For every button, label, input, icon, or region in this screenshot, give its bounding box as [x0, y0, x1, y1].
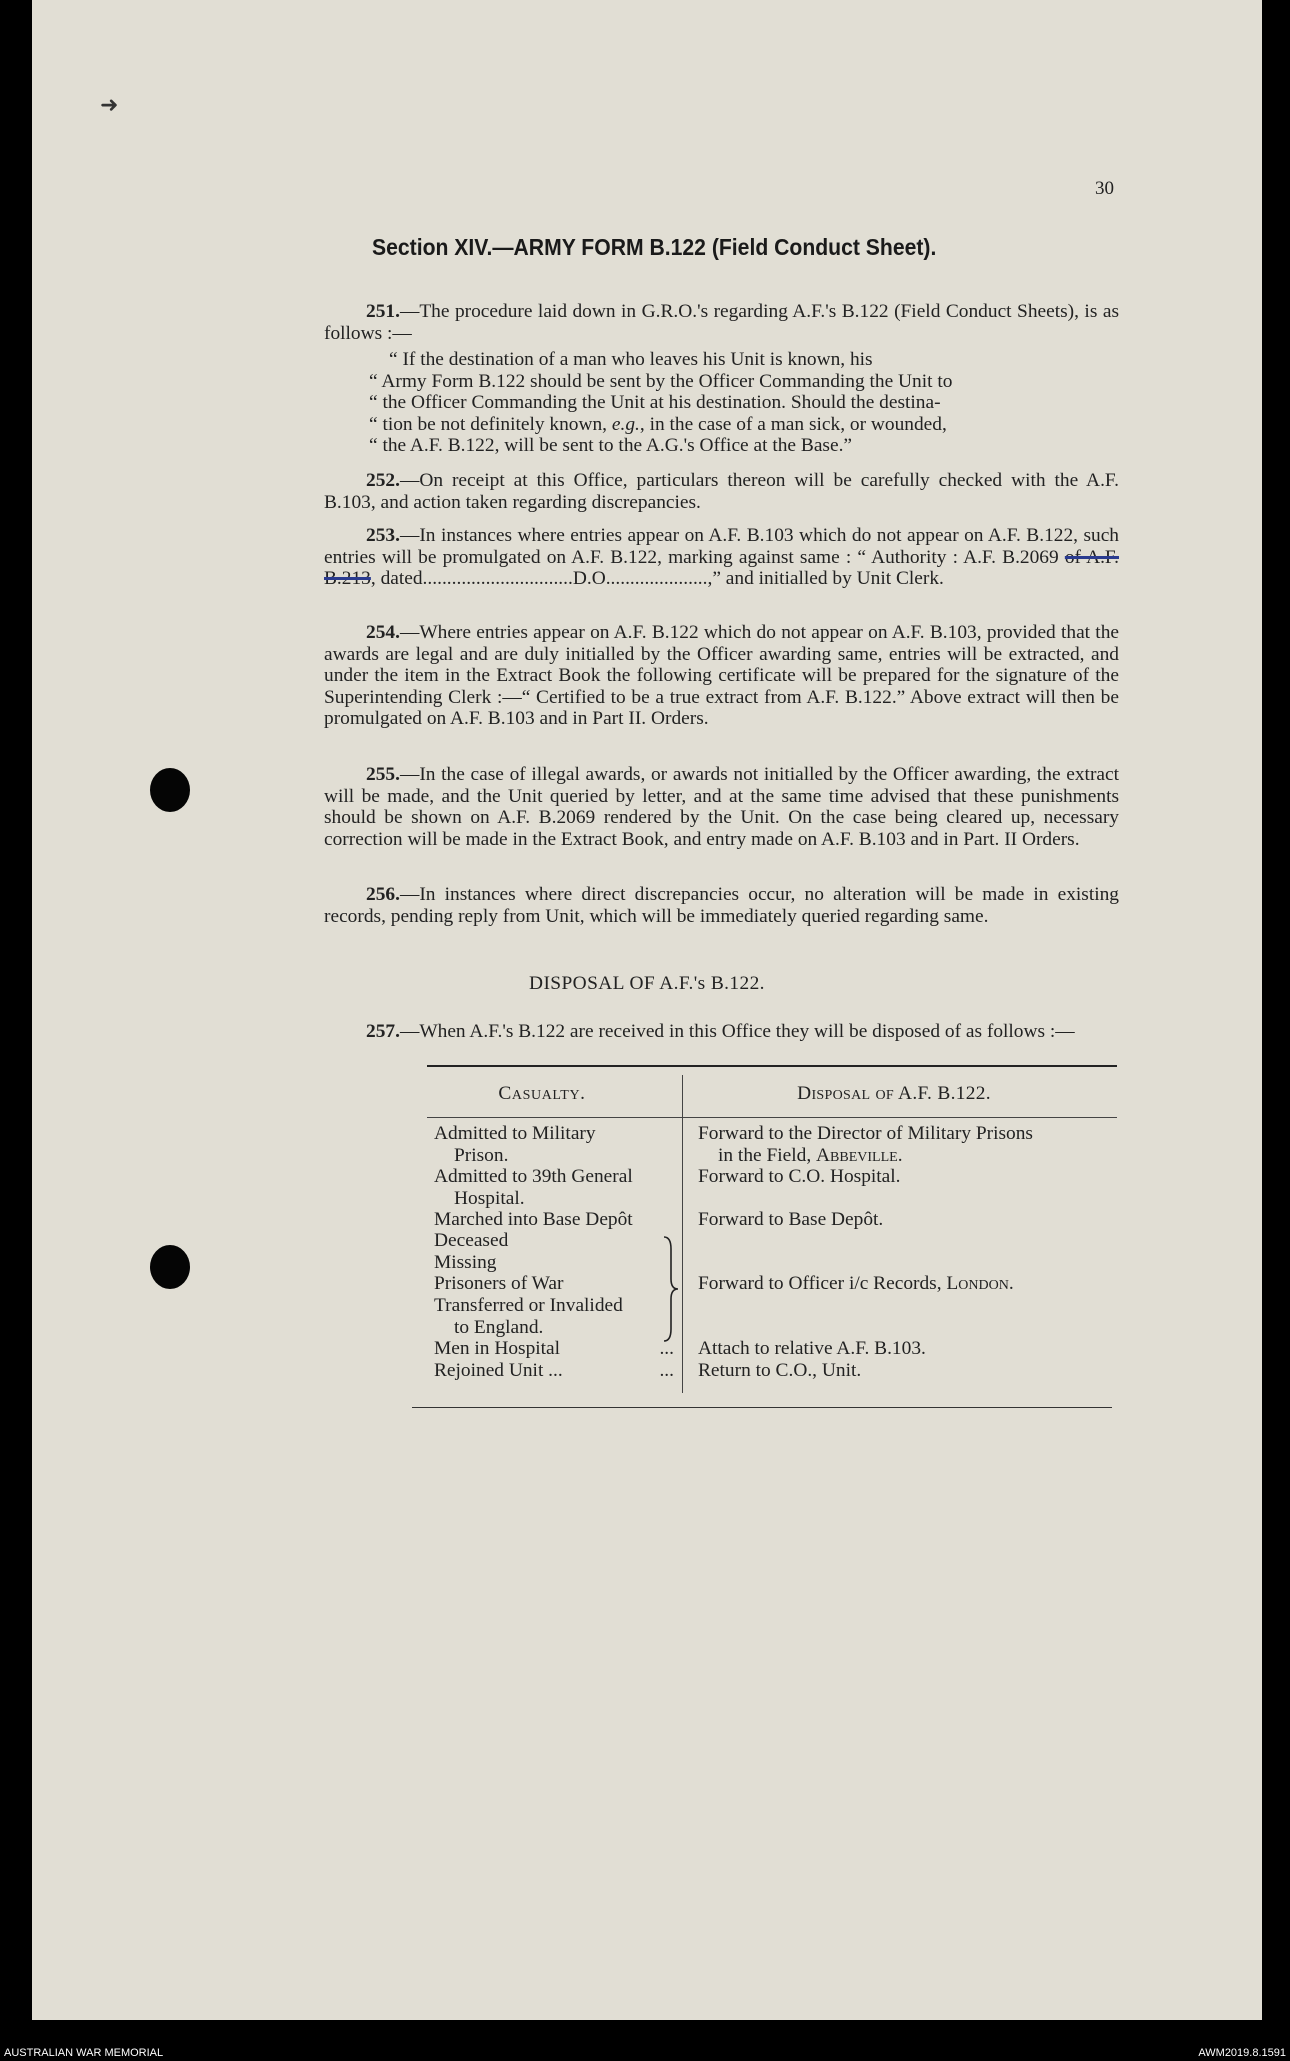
- paragraph-text: —In the case of illegal awards, or awards not initialled by the Officer awarding, the extract will be made, and the Unit queried by letter, and at the same time advised that these punishments should be shown on A.F. B.2069 rendered by the Unit. On the case being cleared up, necessary correction will be made in the Extract Book, and entry made on A.F. B.103 and in Part. II Orders.: [324, 764, 1119, 850]
- table-cell: Forward to Officer i/c Records, London.: [698, 1273, 1014, 1294]
- paragraph-256: [324, 884, 1119, 927]
- paragraph-text: —The procedure laid down in G.R.O.'s regarding A.F.'s B.122 (Field Conduct Sheets), is as follows :—: [324, 301, 1119, 344]
- struck-text: of A.F. B.213: [324, 546, 1119, 589]
- pencil-mark: ➜: [100, 92, 119, 117]
- table-cell: Forward to Base Depôt.: [698, 1209, 884, 1230]
- paragraph-255: [324, 764, 1119, 850]
- paragraph-number: 254.: [366, 622, 400, 643]
- paragraph-251: [324, 301, 1119, 344]
- paragraph-number: 251.: [366, 301, 400, 322]
- table-cell: Forward to C.O. Hospital.: [698, 1166, 901, 1187]
- archive-caption: AUSTRALIAN WAR MEMORIAL: [4, 2047, 164, 2059]
- table-cell: Transferred or Invalided to England.: [434, 1295, 623, 1338]
- table-cell: Deceased: [434, 1230, 509, 1251]
- paragraph-text: , dated...............................D.O.....................,” and initialled by Unit Clerk.: [370, 568, 944, 589]
- paragraph-text: —Where entries appear on A.F. B.122 which do not appear on A.F. B.103, provided that the awards are legal and are duly initialled by the Officer awarding same, entries will be extracted, and under the item in the Extract Book the following certificate will be prepared for the signature of the Superintending Clerk :—“ Certified to be a true extract from A.F. B.122.” Above extract will then be promulgated on A.F. B.103 and in Part II. Orders.: [324, 622, 1119, 729]
- table-top-rule: [427, 1065, 1117, 1067]
- table-cell: Admitted to 39th General Hospital.: [434, 1166, 633, 1209]
- document-page: [32, 0, 1262, 2020]
- paragraph-number: 253.: [366, 525, 400, 546]
- paragraph-number: 257.: [366, 1021, 400, 1042]
- archive-reference: AWM2019.8.1591: [1198, 2047, 1286, 2059]
- table-cell: Return to C.O., Unit.: [698, 1360, 862, 1381]
- table-header-rule: [427, 1117, 1117, 1118]
- table-cell: Forward to the Director of Military Prisons in the Field, Abbeville.: [698, 1123, 1033, 1166]
- paragraph-text: —On receipt at this Office, particulars thereon will be carefully checked with the A.F. B.103, and action taken regarding discrepancies.: [324, 470, 1119, 513]
- punch-hole-lower: [150, 1245, 190, 1289]
- paragraph-number: 252.: [366, 470, 400, 491]
- paragraph-text: —In instances where entries appear on A.F. B.103 which do not appear on A.F. B.122, such entries will be promulgated on A.F. B.122, marking against same : “ Authority : A.F. B.2069: [324, 525, 1119, 568]
- column-header-disposal: Disposal of A.F. B.122.: [797, 1083, 991, 1104]
- quote-line: “ If the destination of a man who leaves his Unit is known, his: [389, 349, 873, 370]
- table-cell: Prisoners of War: [434, 1273, 564, 1294]
- paragraph-257: [324, 1021, 1119, 1043]
- disposal-heading: DISPOSAL OF A.F.'s B.122.: [529, 973, 765, 994]
- table-cell: Attach to relative A.F. B.103.: [698, 1338, 926, 1359]
- column-divider: [682, 1075, 683, 1393]
- quote-line: “ the Officer Commanding the Unit at his destination. Should the destina-: [369, 392, 941, 413]
- quoted-regulation: [369, 349, 1119, 457]
- punch-hole-upper: [150, 768, 190, 812]
- page-number: 30: [1095, 178, 1114, 199]
- table-cell: Admitted to Military Prison.: [434, 1123, 596, 1166]
- table-cell: Marched into Base Depôt: [434, 1209, 633, 1230]
- table-cell: Rejoined Unit ... ...: [434, 1360, 674, 1381]
- column-header-casualty: Casualty.: [498, 1083, 586, 1104]
- paragraph-252: [324, 470, 1119, 513]
- paragraph-text: —In instances where direct discrepancies occur, no alteration will be made in existing records, pending reply from Unit, which will be immediately queried regarding same.: [324, 884, 1119, 927]
- paragraph-254: [324, 622, 1119, 730]
- paragraph-number: 255.: [366, 764, 400, 785]
- right-brace-icon: [662, 1235, 680, 1343]
- quote-line: “ Army Form B.122 should be sent by the Officer Commanding the Unit to: [369, 370, 953, 392]
- paragraph-number: 256.: [366, 884, 400, 905]
- paragraph-253: [324, 525, 1119, 590]
- paragraph-text: —When A.F.'s B.122 are received in this Office they will be disposed of as follows :—: [399, 1021, 1075, 1042]
- quote-line: “ tion be not definitely known, e.g., in the case of a man sick, or wounded,: [369, 413, 947, 435]
- disposal-table: [382, 1065, 1118, 1411]
- table-cell: Men in Hospital ...: [434, 1338, 674, 1359]
- table-cell: Missing: [434, 1252, 497, 1273]
- section-title: Section XIV.—ARMY FORM B.122 (Field Conduct Sheet).: [372, 234, 937, 260]
- quote-line: “ the A.F. B.122, will be sent to the A.G.'s Office at the Base.”: [369, 435, 853, 456]
- table-bottom-rule: [412, 1407, 1112, 1408]
